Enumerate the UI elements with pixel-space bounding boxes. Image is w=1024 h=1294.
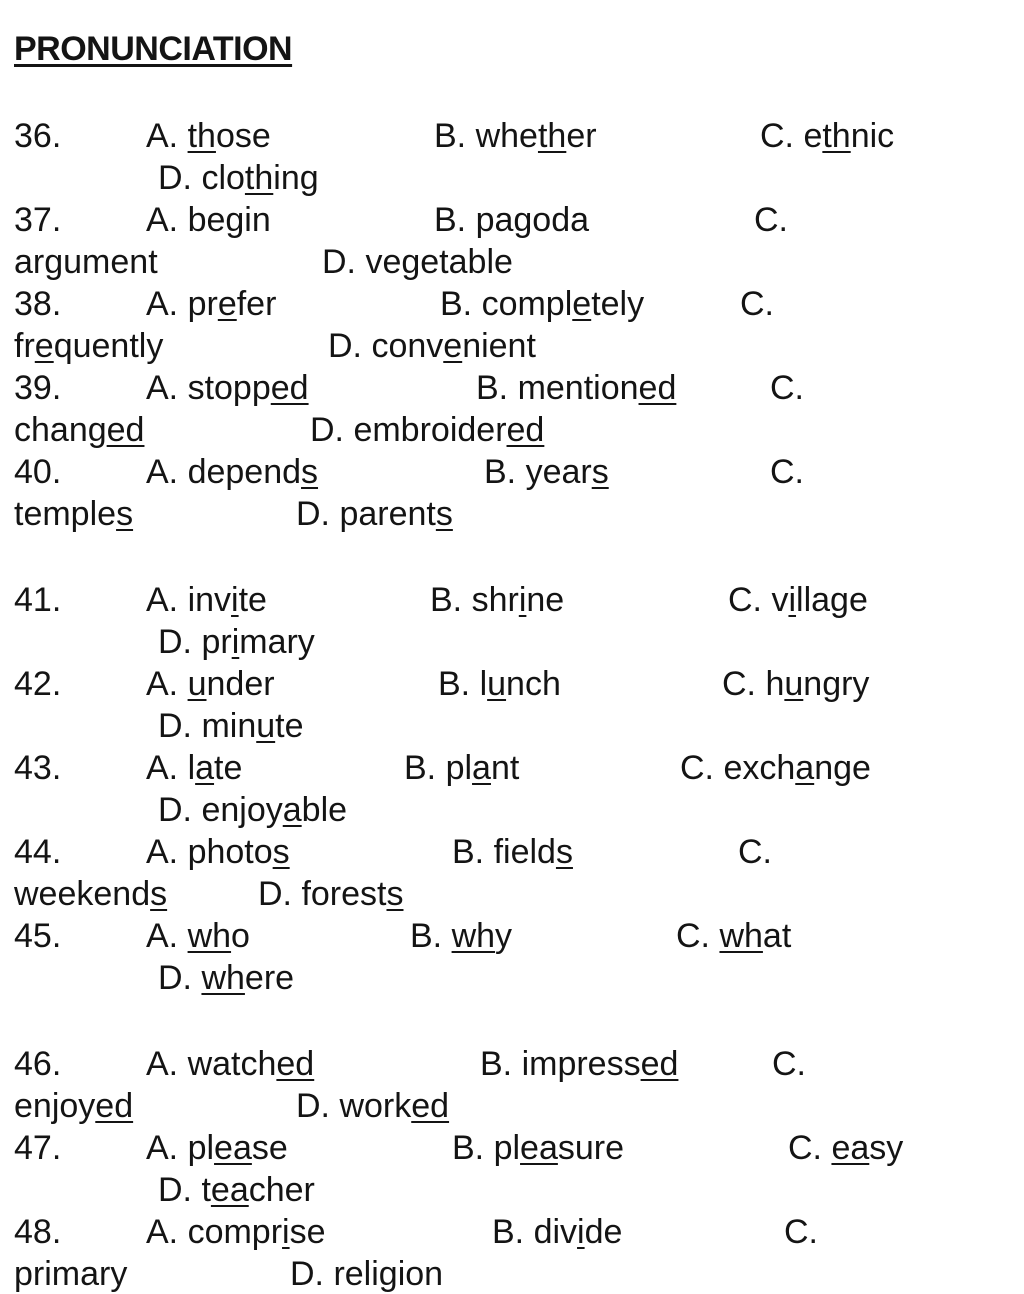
q47-option-a: A. please <box>146 1129 288 1167</box>
q45-option-a: A. who <box>146 917 250 955</box>
q38-option-b: B. completely <box>440 285 645 323</box>
q48-option-c-word: primary <box>14 1255 128 1293</box>
q40-option-b: B. years <box>484 453 609 491</box>
q40-option-a: A. depends <box>146 453 319 491</box>
q46-option-d: D. worked <box>296 1087 450 1125</box>
q39-option-a: A. stopped <box>146 369 309 407</box>
q46-number: 46. <box>14 1045 62 1083</box>
q46-option-c-label: C. <box>772 1045 806 1083</box>
q47-option-b: B. pleasure <box>452 1129 625 1167</box>
q48-option-b: B. divide <box>492 1213 623 1251</box>
q37-number: 37. <box>14 201 62 239</box>
q42-option-a: A. under <box>146 665 275 703</box>
q42-option-c: C. hungry <box>722 665 870 703</box>
q41-option-c: C. village <box>728 581 868 619</box>
q42-number: 42. <box>14 665 62 703</box>
q40-option-c-label: C. <box>770 453 804 491</box>
q36-option-b: B. whether <box>434 117 597 155</box>
q42-option-d: D. minute <box>158 707 304 745</box>
q45-option-b: B. why <box>410 917 513 955</box>
page-title: PRONUNCIATION <box>14 30 293 68</box>
q36-option-d: D. clothing <box>158 159 319 197</box>
q43-option-a: A. late <box>146 749 243 787</box>
q40-number: 40. <box>14 453 62 491</box>
q41-option-b: B. shrine <box>430 581 565 619</box>
q47-option-c: C. easy <box>788 1129 904 1167</box>
q39-option-b: B. mentioned <box>476 369 677 407</box>
q38-option-d: D. convenient <box>328 327 536 365</box>
q47-option-d: D. teacher <box>158 1171 315 1209</box>
q38-option-c-label: C. <box>740 285 774 323</box>
q44-option-c-label: C. <box>738 833 772 871</box>
q37-option-b: B. pagoda <box>434 201 590 239</box>
q46-option-b: B. impressed <box>480 1045 679 1083</box>
q38-option-a: A. prefer <box>146 285 277 323</box>
q48-option-a: A. comprise <box>146 1213 326 1251</box>
q37-option-c-word: argument <box>14 243 158 281</box>
q47-number: 47. <box>14 1129 62 1167</box>
q45-number: 45. <box>14 917 62 955</box>
q45-option-c: C. what <box>676 917 792 955</box>
q43-option-b: B. plant <box>404 749 520 787</box>
q43-option-c: C. exchange <box>680 749 871 787</box>
q41-option-d: D. primary <box>158 623 315 661</box>
q39-number: 39. <box>14 369 62 407</box>
q39-option-d: D. embroidered <box>310 411 545 449</box>
q48-option-d: D. religion <box>290 1255 444 1293</box>
q37-option-c-label: C. <box>754 201 788 239</box>
q46-option-c-word: enjoyed <box>14 1087 134 1125</box>
q44-option-a: A. photos <box>146 833 290 871</box>
q44-option-c-word: weekends <box>14 875 168 913</box>
q44-number: 44. <box>14 833 62 871</box>
q39-option-c-word: changed <box>14 411 145 449</box>
q38-number: 38. <box>14 285 62 323</box>
q36-option-a: A. those <box>146 117 271 155</box>
q41-number: 41. <box>14 581 62 619</box>
q45-option-d: D. where <box>158 959 295 997</box>
q37-option-a: A. begin <box>146 201 271 239</box>
q40-option-d: D. parents <box>296 495 453 533</box>
q46-option-a: A. watched <box>146 1045 315 1083</box>
q43-number: 43. <box>14 749 62 787</box>
q38-option-c-word: frequently <box>14 327 164 365</box>
q43-option-d: D. enjoyable <box>158 791 348 829</box>
q44-option-d: D. forests <box>258 875 404 913</box>
q41-option-a: A. invite <box>146 581 267 619</box>
q48-number: 48. <box>14 1213 62 1251</box>
q44-option-b: B. fields <box>452 833 573 871</box>
q48-option-c-label: C. <box>784 1213 818 1251</box>
q36-option-c: C. ethnic <box>760 117 895 155</box>
q36-number: 36. <box>14 117 62 155</box>
q39-option-c-label: C. <box>770 369 804 407</box>
q40-option-c-word: temples <box>14 495 134 533</box>
q37-option-d: D. vegetable <box>322 243 513 281</box>
q42-option-b: B. lunch <box>438 665 561 703</box>
